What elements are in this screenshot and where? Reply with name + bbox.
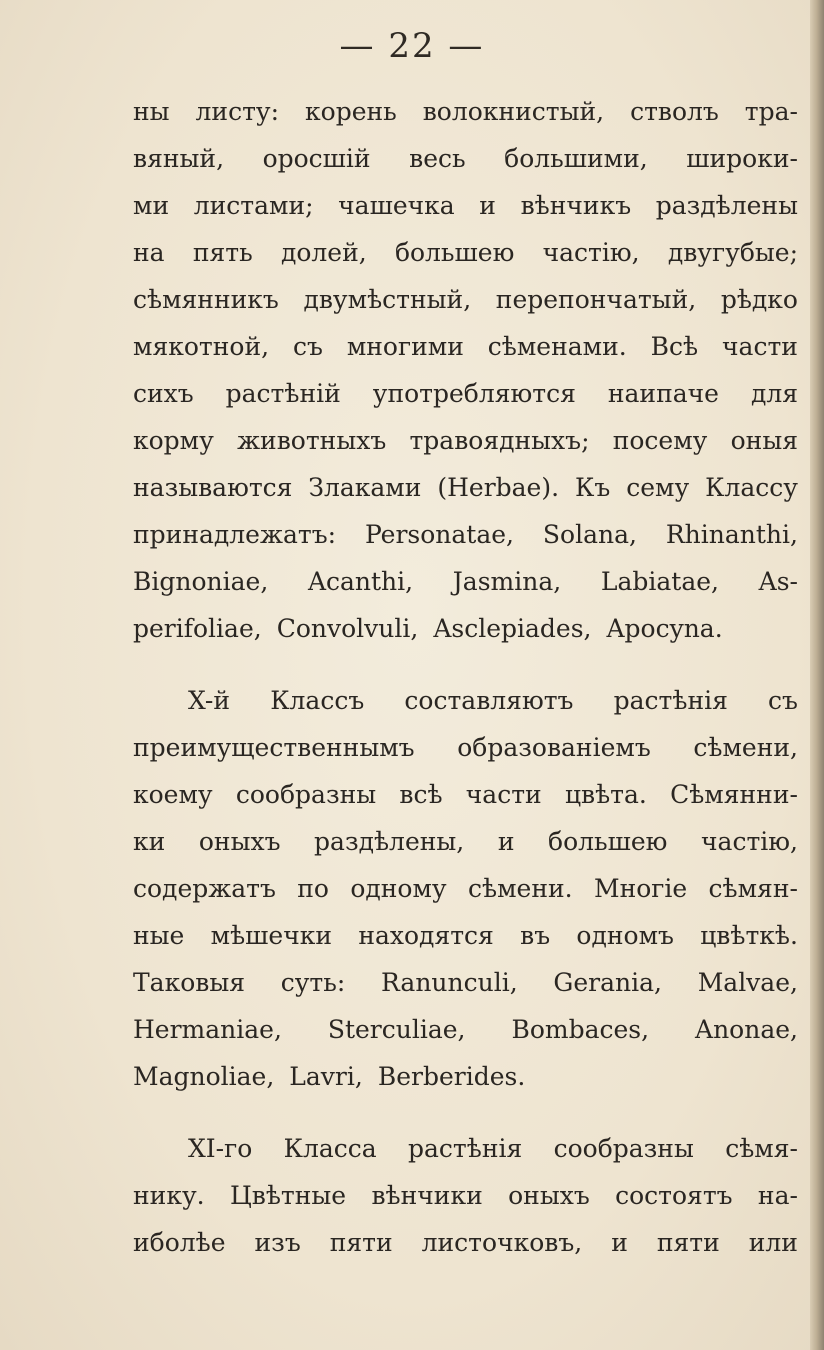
paragraph-gap	[133, 652, 798, 677]
paragraph-gap	[133, 1100, 798, 1125]
text-line: Hermaniae, Sterculiae, Bombaces, Anonae,	[133, 1015, 798, 1044]
text-line: Magnoliae, Lavri, Berberides.	[133, 1062, 526, 1091]
text-line: Bignoniae, Acanthi, Jasmina, Labiatae, As-	[133, 567, 798, 596]
text-line: ки оныхъ раздѣлены, и большею частію,	[133, 827, 798, 856]
text-line: мякотной, съ многими сѣменами. Всѣ части	[133, 332, 798, 361]
text-line: ны листу: корень волокнистый, стволъ тра-	[133, 97, 798, 126]
text-line: сихъ растѣній употребляются наипаче для	[133, 379, 798, 408]
text-line: на пять долей, большею частію, двугубые;	[133, 238, 798, 267]
text-line: perifoliae, Convolvuli, Asclepiades, Apocyna.	[133, 614, 723, 643]
paragraph-1	[133, 88, 798, 652]
paragraph-2	[133, 677, 798, 1100]
text-line: X-й Классъ составляютъ растѣнія съ	[188, 686, 798, 715]
text-line: содержатъ по одному сѣмени. Многіе сѣмян-	[133, 874, 798, 903]
text-line: Таковыя суть: Ranunculi, Gerania, Malvae,	[133, 968, 798, 997]
text-line: нику. Цвѣтные вѣнчики оныхъ состоятъ на-	[133, 1181, 798, 1210]
text-line: вяный, оросшій весь большими, широки-	[133, 144, 798, 173]
text-line: преимущественнымъ образованіемъ сѣмени,	[133, 733, 798, 762]
body-text	[133, 88, 798, 1266]
text-line: принадлежатъ: Personatae, Solana, Rhinanthi,	[133, 520, 798, 549]
text-line: ми листами; чашечка и вѣнчикъ раздѣлены	[133, 191, 798, 220]
text-line: иболѣе изъ пяти листочковъ, и пяти или	[133, 1228, 798, 1257]
page-edge-shadow	[810, 0, 824, 1350]
paragraph-3	[133, 1125, 798, 1266]
text-line: ные мѣшечки находятся въ одномъ цвѣткѣ.	[133, 921, 798, 950]
text-line: XI-го Класса растѣнія сообразны сѣмя-	[188, 1134, 798, 1163]
page-number: — 22 —	[339, 26, 485, 66]
text-line: сѣмянникъ двумѣстный, перепончатый, рѣдко	[133, 285, 798, 314]
text-line: корму животныхъ травоядныхъ; посему оныя	[133, 426, 798, 455]
text-line: коему сообразны всѣ части цвѣта. Сѣмянни-	[133, 780, 798, 809]
text-line: называются Злаками (Herbae). Къ сему Классу	[133, 473, 798, 502]
